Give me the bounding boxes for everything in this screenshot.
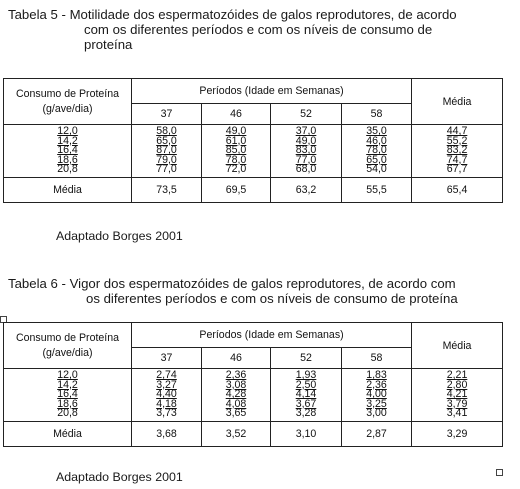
table-cell: 49,0 xyxy=(225,125,247,137)
table-cell: 2,87 xyxy=(342,421,412,446)
table-cell: 46,0 xyxy=(366,134,387,147)
table-cell: 37,0 xyxy=(295,125,317,137)
table-cell: 54,0 xyxy=(366,163,387,176)
table5-caption-line2: com os diferentes períodos e com os níveis de consumo de xyxy=(84,22,433,37)
table-cell: 61,0 xyxy=(225,134,247,147)
table-cell: 2,74 xyxy=(156,369,177,381)
table-cell: 65,0 xyxy=(366,153,387,166)
table-cell: 77,0 xyxy=(295,153,317,166)
table-cell: 3,00 xyxy=(366,407,387,420)
table5-col-46 xyxy=(202,125,271,178)
table6-col-46 xyxy=(202,369,271,422)
table5-header-periodos: Períodos (Idade em Semanas) xyxy=(132,79,412,104)
table6-col-consumo xyxy=(4,369,132,422)
table-cell: 3,67 xyxy=(295,397,317,410)
table-cell: 3,68 xyxy=(132,421,202,446)
table-cell: 14,2 xyxy=(57,378,78,391)
table5-caption-line1: Tabela 5 - Motilidade dos espermatozóides de galos reprodutores, de acordo xyxy=(8,7,457,22)
table-cell: 65,0 xyxy=(156,134,177,147)
table-cell: 3,52 xyxy=(202,421,271,446)
table-cell: 78,0 xyxy=(225,153,247,166)
table-cell: 3,25 xyxy=(366,397,387,410)
table-cell: 4,40 xyxy=(156,388,177,401)
table-cell: 3,10 xyxy=(271,421,342,446)
table5-week-58: 58 xyxy=(342,104,412,125)
table5-average-label: Média xyxy=(4,177,132,202)
table5-body-row xyxy=(4,125,503,178)
table6-average-row xyxy=(4,421,503,446)
table-cell: 65,4 xyxy=(412,177,503,202)
table-cell: 72,0 xyxy=(225,163,247,176)
table-cell: 63,2 xyxy=(271,177,342,202)
table5-header-consumo-line2: (g/ave/dia) xyxy=(42,102,93,115)
table-cell: 3,79 xyxy=(446,397,468,410)
table-cell: 2,21 xyxy=(446,369,468,381)
table-cell: 20,8 xyxy=(57,407,78,420)
table6-header-consumo-line2: (g/ave/dia) xyxy=(42,346,93,359)
table-cell: 18,6 xyxy=(57,397,78,410)
table-cell: 1,93 xyxy=(295,369,317,381)
table-cell: 3,29 xyxy=(412,421,503,446)
table6-header-media: Média xyxy=(412,323,503,369)
table-cell: 3,28 xyxy=(295,407,317,420)
table5-header-consumo xyxy=(4,79,132,125)
table-cell: 85,0 xyxy=(225,144,247,157)
table6-col-37 xyxy=(132,369,202,422)
table5-average-row xyxy=(4,177,503,202)
table6-week-37: 37 xyxy=(132,348,202,369)
table-cell: 67,7 xyxy=(446,163,468,176)
table-cell: 16,4 xyxy=(57,388,78,401)
table6-header-consumo-line1: Consumo de Proteína xyxy=(15,331,120,344)
table-cell: 2,50 xyxy=(295,378,317,391)
table6-col-52 xyxy=(271,369,342,422)
table6-week-46: 46 xyxy=(202,348,271,369)
table6-header-periodos: Períodos (Idade em Semanas) xyxy=(132,323,412,348)
table-cell: 3,27 xyxy=(156,378,177,391)
table-cell: 3,41 xyxy=(446,407,468,420)
table-cell: 4,14 xyxy=(295,388,317,401)
table-cell: 2,36 xyxy=(225,369,247,381)
table-cell: 87,0 xyxy=(156,144,177,157)
table-cell: 83,2 xyxy=(446,144,468,157)
table5-header-consumo-line1: Consumo de Proteína xyxy=(15,87,120,100)
table5-col-media xyxy=(412,125,503,178)
table-cell: 83,0 xyxy=(295,144,317,157)
table-cell: 4,28 xyxy=(225,388,247,401)
table6-body-row xyxy=(4,369,503,422)
table5-week-37: 37 xyxy=(132,104,202,125)
table5-footnote: Adaptado Borges 2001 xyxy=(56,229,183,243)
resize-handle[interactable] xyxy=(496,469,503,476)
table-cell: 74,7 xyxy=(446,153,468,166)
table-cell: 3,08 xyxy=(225,378,247,391)
table-cell: 77,0 xyxy=(156,163,177,176)
table6-col-media xyxy=(412,369,503,422)
table-cell: 12,0 xyxy=(57,369,78,381)
table-cell: 2,80 xyxy=(446,378,468,391)
table-cell: 55,2 xyxy=(446,134,468,147)
table5-week-52: 52 xyxy=(271,104,342,125)
table6-col-58 xyxy=(342,369,412,422)
table5-header-media: Média xyxy=(412,79,503,125)
table6-header-consumo xyxy=(4,323,132,369)
table-cell: 69,5 xyxy=(202,177,271,202)
table-cell: 20,8 xyxy=(57,163,78,176)
table-cell: 78,0 xyxy=(366,144,387,157)
table-cell: 14,2 xyxy=(57,134,78,147)
table-cell: 79,0 xyxy=(156,153,177,166)
table5-col-consumo xyxy=(4,125,132,178)
table6-footnote: Adaptado Borges 2001 xyxy=(56,470,183,484)
table6-week-52: 52 xyxy=(271,348,342,369)
table-cell: 1,83 xyxy=(366,369,387,381)
table5-week-46: 46 xyxy=(202,104,271,125)
table-cell: 49,0 xyxy=(295,134,317,147)
table6-average-label: Média xyxy=(4,421,132,446)
table-cell: 4,00 xyxy=(366,388,387,401)
table5-col-37 xyxy=(132,125,202,178)
table6-caption-line1: Tabela 6 - Vigor dos espermatozóides de galos reprodutores, de acordo com xyxy=(8,276,456,291)
table-cell: 35,0 xyxy=(366,125,387,137)
table-cell: 4,21 xyxy=(446,388,468,401)
table-cell: 73,5 xyxy=(132,177,202,202)
table-cell: 16,4 xyxy=(57,144,78,157)
table-cell: 3,73 xyxy=(156,407,177,420)
table5-col-58 xyxy=(342,125,412,178)
table-cell: 58,0 xyxy=(156,125,177,137)
table-cell: 4,18 xyxy=(156,397,177,410)
table5-col-52 xyxy=(271,125,342,178)
table6-caption-line2: os diferentes períodos e com os níveis de consumo de proteína xyxy=(86,291,458,306)
table6-caption xyxy=(8,276,510,306)
table-cell: 2,36 xyxy=(366,378,387,391)
table6 xyxy=(3,322,503,447)
table-cell: 18,6 xyxy=(57,153,78,166)
table-cell: 4,08 xyxy=(225,397,247,410)
table5-caption xyxy=(8,7,510,52)
table-cell: 12,0 xyxy=(57,125,78,137)
table5-caption-line3: proteína xyxy=(84,37,133,52)
table-cell: 68,0 xyxy=(295,163,317,176)
table-cell: 55,5 xyxy=(342,177,412,202)
table5 xyxy=(3,78,503,203)
table-cell: 3,65 xyxy=(225,407,247,420)
table6-week-58: 58 xyxy=(342,348,412,369)
table-cell: 44,7 xyxy=(446,125,468,137)
